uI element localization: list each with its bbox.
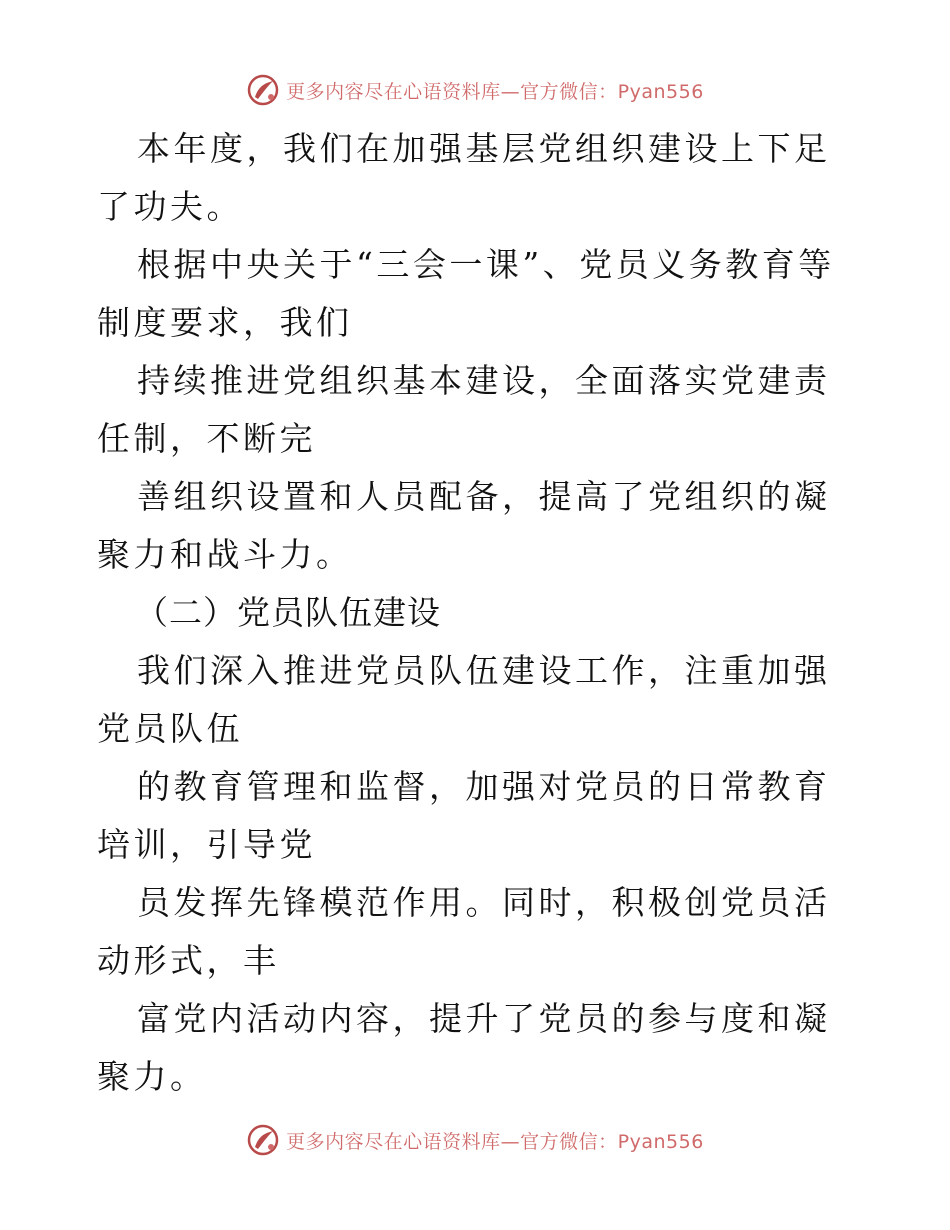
paragraph: 的教育管理和监督，加强对党员的日常教育培训，引导党 xyxy=(97,767,831,864)
paragraph: 员发挥先锋模范作用。同时，积极创党员活动形式，丰 xyxy=(97,883,831,980)
watermark-text: 更多内容尽在心语资料库—官方微信：Pyan556 xyxy=(286,80,704,103)
watermark-text: 更多内容尽在心语资料库—官方微信：Pyan556 xyxy=(286,1130,704,1153)
paragraph: 根据中央关于“三会一课”、党员义务教育等制度要求，我们 xyxy=(97,245,835,342)
paragraph: 我们深入推进党员队伍建设工作，注重加强党员队伍 xyxy=(97,651,831,748)
header-watermark xyxy=(0,70,950,110)
document-body xyxy=(97,120,857,1106)
logo-icon xyxy=(246,1123,280,1157)
section-heading: （二）党员队伍建设 xyxy=(135,593,441,632)
paragraph: 善组织设置和人员配备，提高了党组织的凝聚力和战斗力。 xyxy=(97,477,831,574)
paragraph: 富党内活动内容，提升了党员的参与度和凝聚力。 xyxy=(97,999,831,1096)
logo-icon xyxy=(246,73,280,107)
footer-watermark xyxy=(0,1120,950,1160)
paragraph: 本年度，我们在加强基层党组织建设上下足了功夫。 xyxy=(97,129,831,226)
paragraph: 持续推进党组织基本建设，全面落实党建责任制，不断完 xyxy=(97,361,831,458)
